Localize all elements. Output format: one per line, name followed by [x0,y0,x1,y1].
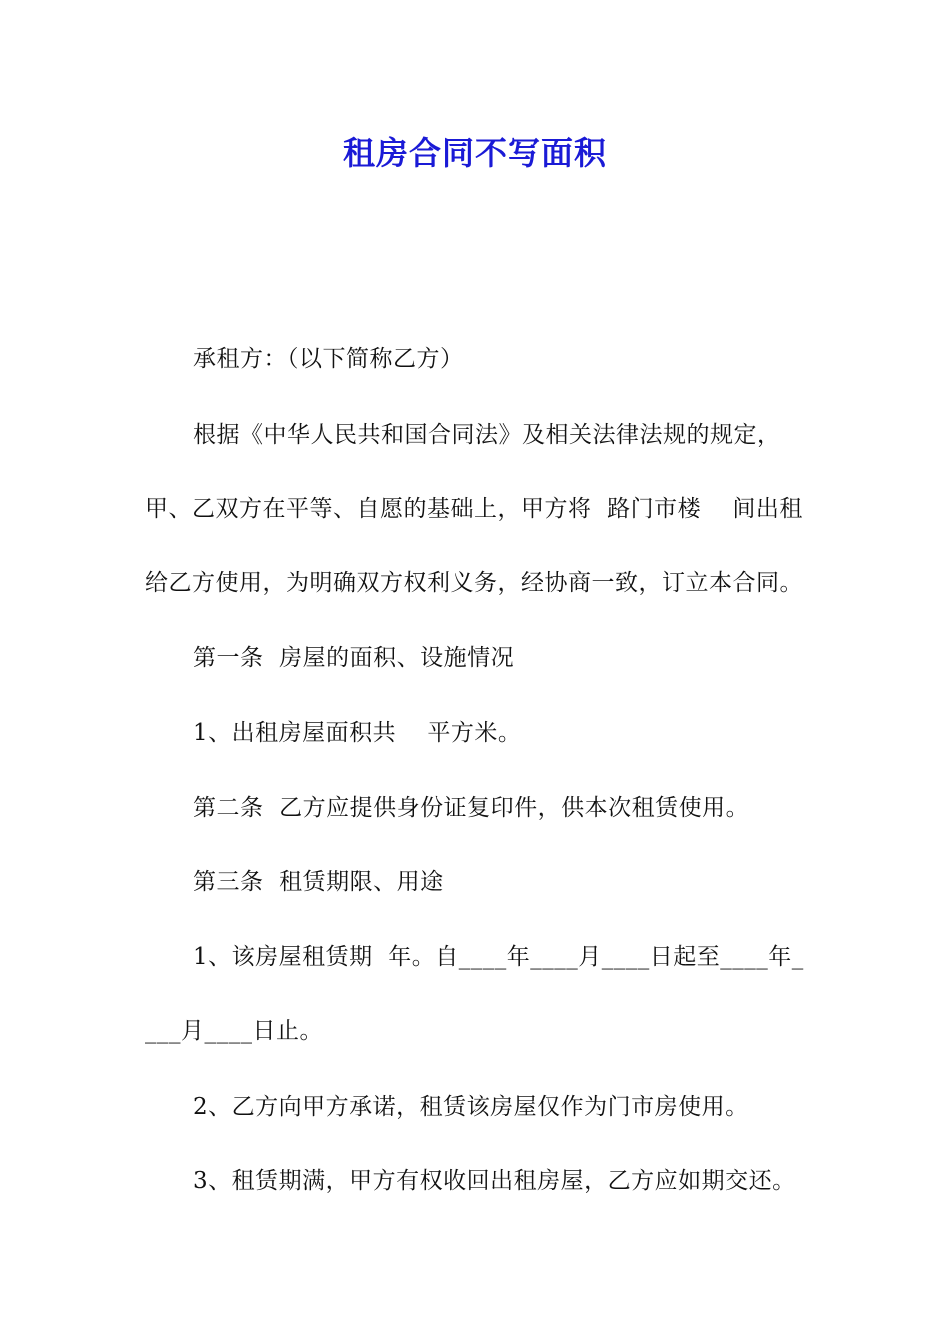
article-1-item-1: 1、出租房屋面积共 平方米。 [193,720,522,746]
paragraph-lessee: 承租方：（以下简称乙方） [193,346,464,372]
paragraph-basis-cont-2: 给乙方使用，为明确双方权利义务，经协商一致，订立本合同。 [145,570,803,596]
article-3-item-2: 2、乙方向甲方承诺，租赁该房屋仅作为门市房使用。 [193,1094,749,1120]
article-3-item-3: 3、租赁期满，甲方有权收回出租房屋，乙方应如期交还。 [193,1168,796,1194]
article-1-heading: 第一条 房屋的面积、设施情况 [193,645,515,671]
article-3-item-1-cont: ___月____日止。 [145,1018,323,1044]
paragraph-basis-cont-1: 甲、乙双方在平等、自愿的基础上，甲方将 路门市楼 间出租 [145,496,803,522]
article-3-heading: 第三条 租赁期限、用途 [193,869,444,895]
paragraph-basis: 根据《中华人民共和国合同法》及相关法律法规的规定， [193,422,781,448]
article-2-heading: 第二条 乙方应提供身份证复印件，供本次租赁使用。 [193,795,750,821]
document-title: 租房合同不写面积 [342,134,607,172]
article-3-item-1: 1、该房屋租赁期 年。自____年____月____日起至____年_ [193,944,804,970]
